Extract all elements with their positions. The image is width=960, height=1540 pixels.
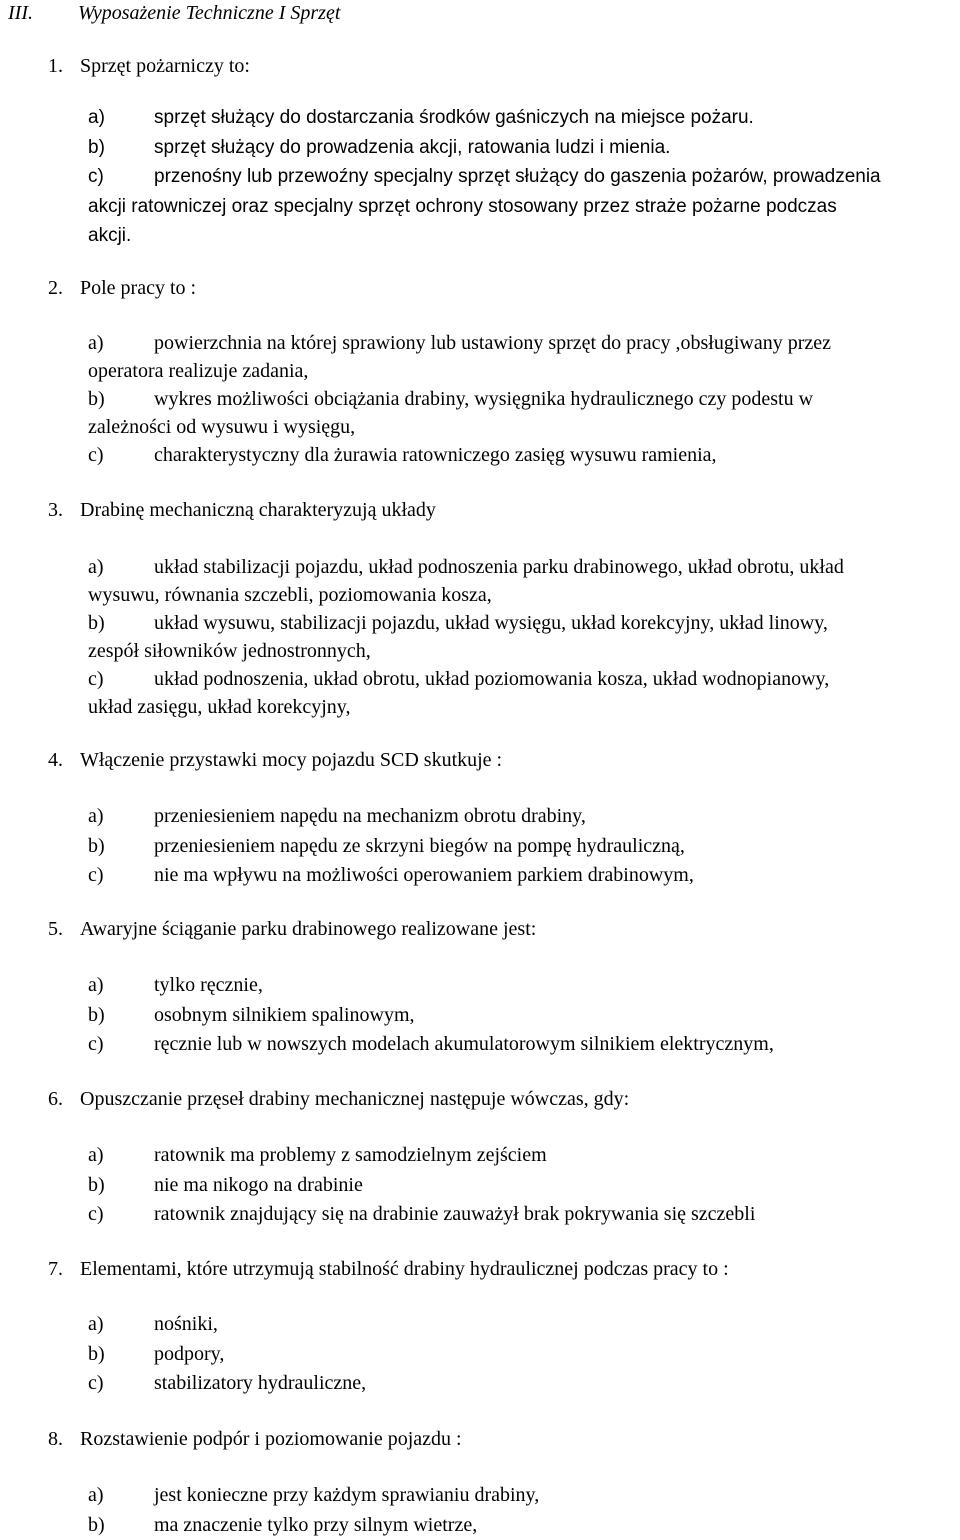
option-label: a)	[88, 974, 104, 996]
option-label: c)	[88, 1372, 104, 1394]
question-number: 7.	[48, 1258, 63, 1280]
option-text: sprzęt służący do dostarczania środków gaśniczych na miejsce pożaru.	[154, 107, 754, 128]
option-text: przeniesieniem napędu ze skrzyni biegów na pompę hydrauliczną,	[154, 834, 685, 857]
option-text: nośniki,	[154, 1313, 218, 1335]
option-label: a)	[88, 1313, 104, 1335]
option-label: c)	[88, 668, 104, 690]
option-label: b)	[88, 1513, 105, 1536]
option-text: stabilizatory hydrauliczne,	[154, 1372, 367, 1394]
section-title: Wyposażenie Techniczne I Sprzęt	[78, 2, 341, 24]
question-number: 5.	[48, 918, 63, 940]
option-text: tylko ręcznie,	[154, 974, 263, 996]
option-text-continuation: zespół siłowników jednostronnych,	[88, 640, 371, 662]
option-label: a)	[88, 1484, 104, 1506]
option-text: ratownik ma problemy z samodzielnym zejściem	[154, 1144, 547, 1166]
question-text: Drabinę mechaniczną charakteryzują układy	[80, 499, 436, 521]
option-label: c)	[88, 864, 104, 886]
option-text: przeniesieniem napędu na mechanizm obrotu drabiny,	[154, 805, 586, 827]
option-label: b)	[88, 1173, 105, 1196]
option-label: c)	[88, 444, 104, 466]
question-text: Pole pracy to :	[80, 277, 197, 299]
option-label: b)	[88, 1003, 105, 1026]
option-label: a)	[88, 556, 104, 578]
option-label: c)	[88, 166, 104, 187]
question-number: 4.	[48, 749, 63, 771]
question-number: 2.	[48, 277, 63, 299]
option-label: c)	[88, 1033, 104, 1055]
option-text: powierzchnia na której sprawiony lub ustawiony sprzęt do pracy ,obsługiwany przez	[154, 332, 832, 354]
option-label: b)	[88, 612, 105, 634]
option-label: b)	[88, 136, 105, 158]
option-label: b)	[88, 388, 105, 410]
option-text: podpory,	[154, 1342, 225, 1365]
option-label: a)	[88, 332, 104, 354]
option-label: a)	[88, 107, 105, 128]
option-text: przenośny lub przewoźny specjalny sprzęt służący do gaszenia pożarów, prowadzenia	[154, 166, 881, 187]
option-text-continuation: akcji ratowniczej oraz specjalny sprzęt ochrony stosowany przez straże pożarne podczas	[88, 195, 837, 217]
option-text-continuation: wysuwu, równania szczebli, poziomowania kosza,	[88, 584, 492, 606]
option-text: wykres możliwości obciążania drabiny, wysięgnika hydraulicznego czy podestu w	[154, 388, 814, 410]
option-text: sprzęt służący do prowadzenia akcji, ratowania ludzi i mienia.	[154, 136, 671, 158]
option-text: ma znaczenie tylko przy silnym wietrze,	[154, 1513, 478, 1536]
option-text: nie ma wpływu na możliwości operowaniem parkiem drabinowym,	[154, 864, 694, 886]
option-text-continuation: operatora realizuje zadania,	[88, 360, 309, 382]
option-text: jest konieczne przy każdym sprawianiu drabiny,	[154, 1484, 540, 1506]
option-text: nie ma nikogo na drabinie	[154, 1173, 363, 1196]
question-text: Elementami, które utrzymują stabilność drabiny hydraulicznej podczas pracy to :	[80, 1258, 729, 1280]
question-number: 6.	[48, 1088, 63, 1110]
option-text-continuation: układ zasięgu, układ korekcyjny,	[88, 696, 351, 718]
option-label: a)	[88, 805, 104, 827]
option-text-continuation: zależności od wysuwu i wysięgu,	[88, 416, 356, 438]
section-number: III.	[8, 2, 33, 24]
option-label: b)	[88, 834, 105, 857]
question-text: Rozstawienie podpór i poziomowanie pojazdu :	[80, 1428, 462, 1450]
question-number: 8.	[48, 1428, 63, 1450]
option-text-continuation: akcji.	[88, 225, 132, 246]
option-text: układ stabilizacji pojazdu, układ podnoszenia parku drabinowego, układ obrotu, układ	[154, 556, 844, 578]
option-label: c)	[88, 1203, 104, 1225]
question-number: 1.	[48, 55, 63, 77]
question-text: Włączenie przystawki mocy pojazdu SCD skutkuje :	[80, 749, 503, 771]
question-text: Awaryjne ściąganie parku drabinowego realizowane jest:	[80, 918, 537, 940]
option-text: ratownik znajdujący się na drabinie zauważył brak pokrywania się szczebli	[154, 1203, 756, 1225]
option-text: charakterystyczny dla żurawia ratowniczego zasięg wysuwu ramienia,	[154, 444, 717, 466]
question-number: 3.	[48, 499, 63, 521]
option-text: osobnym silnikiem spalinowym,	[154, 1003, 415, 1026]
question-text: Sprzęt pożarniczy to:	[80, 55, 250, 77]
option-label: a)	[88, 1144, 104, 1166]
question-text: Opuszczanie przęseł drabiny mechanicznej następuje wówczas, gdy:	[80, 1088, 630, 1110]
option-text: układ podnoszenia, układ obrotu, układ poziomowania kosza, układ wodnopianowy,	[154, 668, 830, 690]
option-text: ręcznie lub w nowszych modelach akumulatorowym silnikiem elektrycznym,	[154, 1033, 774, 1055]
option-label: b)	[88, 1342, 105, 1365]
option-text: układ wysuwu, stabilizacji pojazdu, układ wysięgu, układ korekcyjny, układ linowy,	[154, 612, 828, 634]
